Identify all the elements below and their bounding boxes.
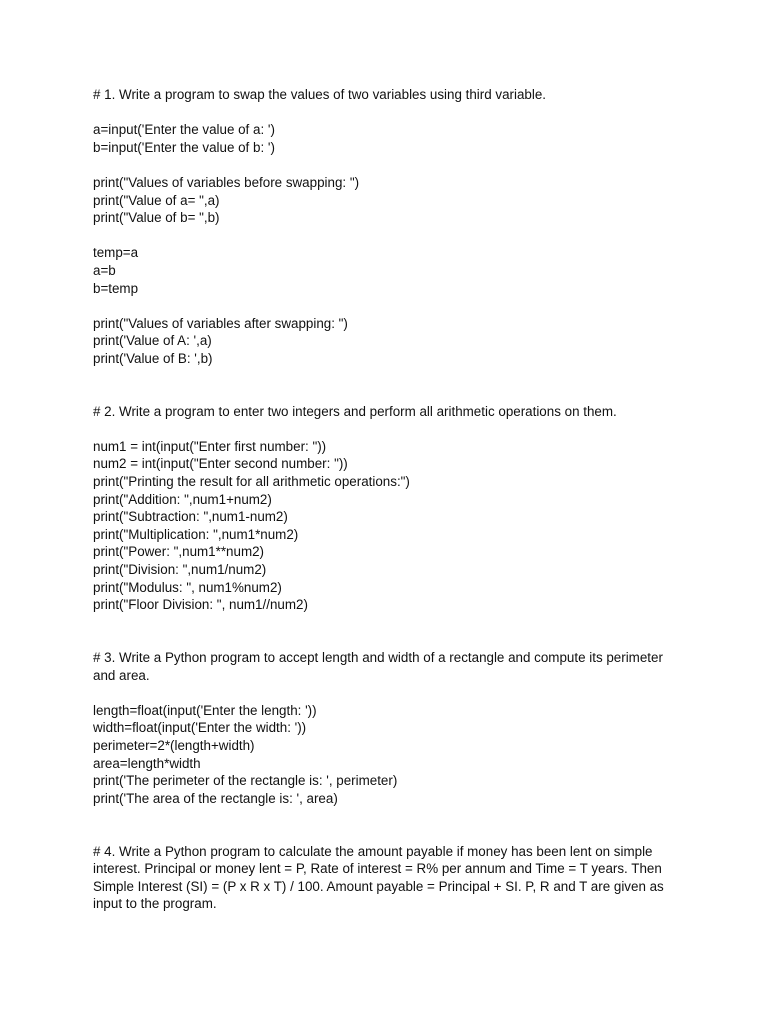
document-content xyxy=(93,86,673,913)
code-line: width=float(input('Enter the width: ')) xyxy=(93,720,307,736)
code-line: print("Modulus: ", num1%num2) xyxy=(93,579,282,595)
section-3-heading: # 3. Write a Python program to accept length and width of a rectangle and compute its perimeter and area. xyxy=(93,650,663,683)
code-line: print('Value of B: ',b) xyxy=(93,350,213,366)
code-line: temp=a xyxy=(93,245,139,261)
code-line: perimeter=2*(length+width) xyxy=(93,737,255,753)
code-line: print("Subtraction: ",num1-num2) xyxy=(93,509,288,525)
code-line: b=temp xyxy=(93,280,139,296)
section-2-heading: # 2. Write a program to enter two integers and perform all arithmetic operations on them. xyxy=(93,403,617,419)
section-1-before-block xyxy=(93,174,673,227)
code-line: print("Power: ",num1**num2) xyxy=(93,544,265,560)
code-line: a=input('Enter the value of a: ') xyxy=(93,122,275,138)
spacer xyxy=(93,156,673,174)
section-4-heading: # 4. Write a Python program to calculate the amount payable if money has been lent on simple interest. Principal or money lent = P, Rate of interest = R% per annum and Time = T years. Then Simple Interest (SI) = (P x R x T) / 100. Amount payable = Principal + SI. P, R and T are given as input to the program. xyxy=(93,843,664,912)
code-line: print('Value of A: ',a) xyxy=(93,333,212,349)
code-line: print("Addition: ",num1+num2) xyxy=(93,491,272,507)
spacer xyxy=(93,684,673,702)
code-line: num1 = int(input("Enter first number: ")) xyxy=(93,438,327,454)
code-line: print('The area of the rectangle is: ', area) xyxy=(93,790,338,806)
code-line: print("Division: ",num1/num2) xyxy=(93,562,267,578)
spacer xyxy=(93,227,673,245)
code-line: area=length*width xyxy=(93,755,201,771)
code-line: num2 = int(input("Enter second number: ")) xyxy=(93,456,348,472)
section-1-swap-block xyxy=(93,244,673,297)
section-1-input-block xyxy=(93,121,673,156)
spacer xyxy=(93,297,673,315)
code-line: print('The perimeter of the rectangle is: ', perimeter) xyxy=(93,773,398,789)
spacer xyxy=(93,807,673,842)
code-line: print("Multiplication: ",num1*num2) xyxy=(93,526,299,542)
code-line: print("Value of b= ",b) xyxy=(93,210,220,226)
section-3-code-block xyxy=(93,702,673,808)
code-line: b=input('Enter the value of b: ') xyxy=(93,139,275,155)
code-line: print("Values of variables after swapping: ") xyxy=(93,315,348,331)
code-line: print("Floor Division: ", num1//num2) xyxy=(93,597,308,613)
spacer xyxy=(93,368,673,403)
code-line: print("Printing the result for all arithmetic operations:") xyxy=(93,474,410,490)
code-line: a=b xyxy=(93,262,116,278)
spacer xyxy=(93,614,673,649)
section-1-after-block xyxy=(93,315,673,368)
code-line: length=float(input('Enter the length: ')) xyxy=(93,702,317,718)
section-2-code-block xyxy=(93,438,673,614)
code-line: print("Values of variables before swapping: ") xyxy=(93,174,360,190)
code-line: print("Value of a= ",a) xyxy=(93,192,220,208)
section-1-heading: # 1. Write a program to swap the values of two variables using third variable. xyxy=(93,87,547,102)
spacer xyxy=(93,104,673,122)
spacer xyxy=(93,420,673,438)
